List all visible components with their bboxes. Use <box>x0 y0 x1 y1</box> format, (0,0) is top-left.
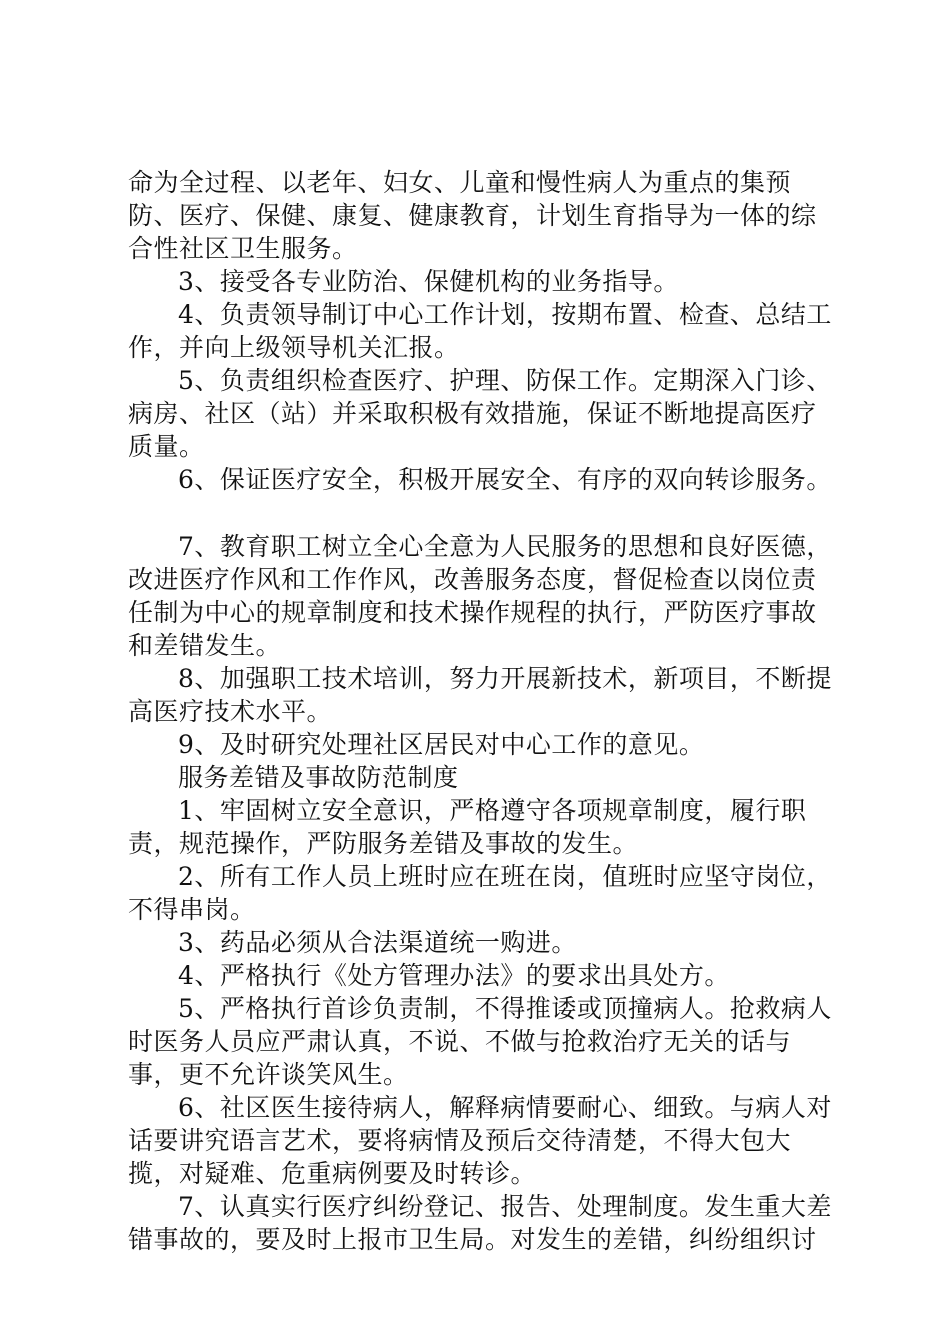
paragraph-spacer <box>128 496 838 530</box>
paragraph: 5、负责组织检查医疗、护理、防保工作。定期深入门诊、病房、社区（站）并采取积极有效措施，保证不断地提高医疗质量。 <box>128 366 832 461</box>
paragraph: 1、牢固树立安全意识，严格遵守各项规章制度，履行职责，规范操作，严防服务差错及事故的发生。 <box>128 796 807 858</box>
paragraph: 命为全过程、以老年、妇女、儿童和慢性病人为重点的集预防、医疗、保健、康复、健康教育，计划生育指导为一体的综合性社区卫生服务。 <box>128 168 817 263</box>
paragraph: 6、保证医疗安全，积极开展安全、有序的双向转诊服务。 <box>178 465 832 494</box>
paragraph: 3、接受各专业防治、保健机构的业务指导。 <box>178 267 679 296</box>
paragraph: 7、认真实行医疗纠纷登记、报告、处理制度。发生重大差错事故的，要及时上报市卫生局。对发生的差错，纠纷组织讨 <box>128 1192 832 1254</box>
section-heading: 服务差错及事故防范制度 <box>178 763 459 792</box>
paragraph: 5、严格执行首诊负责制，不得推诿或顶撞病人。抢救病人时医务人员应严肃认真，不说、不做与抢救治疗无关的话与事，更不允许谈笑风生。 <box>128 994 832 1089</box>
document-body <box>128 166 838 1256</box>
paragraph: 6、社区医生接待病人，解释病情要耐心、细致。与病人对话要讲究语言艺术，要将病情及预后交待清楚，不得大包大揽，对疑难、危重病例要及时转诊。 <box>128 1093 832 1188</box>
paragraph: 4、负责领导制订中心工作计划，按期布置、检查、总结工作，并向上级领导机关汇报。 <box>128 300 832 362</box>
paragraph: 9、及时研究处理社区居民对中心工作的意见。 <box>178 730 705 759</box>
paragraph: 3、药品必须从合法渠道统一购进。 <box>178 928 577 957</box>
paragraph: 7、教育职工树立全心全意为人民服务的思想和良好医德，改进医疗作风和工作作风，改善服务态度，督促检查以岗位责任制为中心的规章制度和技术操作规程的执行，严防医疗事故和差错发生。 <box>128 532 832 660</box>
paragraph: 4、严格执行《处方管理办法》的要求出具处方。 <box>178 961 730 990</box>
paragraph: 8、加强职工技术培训，努力开展新技术，新项目，不断提高医疗技术水平。 <box>128 664 832 726</box>
paragraph: 2、所有工作人员上班时应在班在岗，值班时应坚守岗位，不得串岗。 <box>128 862 832 924</box>
